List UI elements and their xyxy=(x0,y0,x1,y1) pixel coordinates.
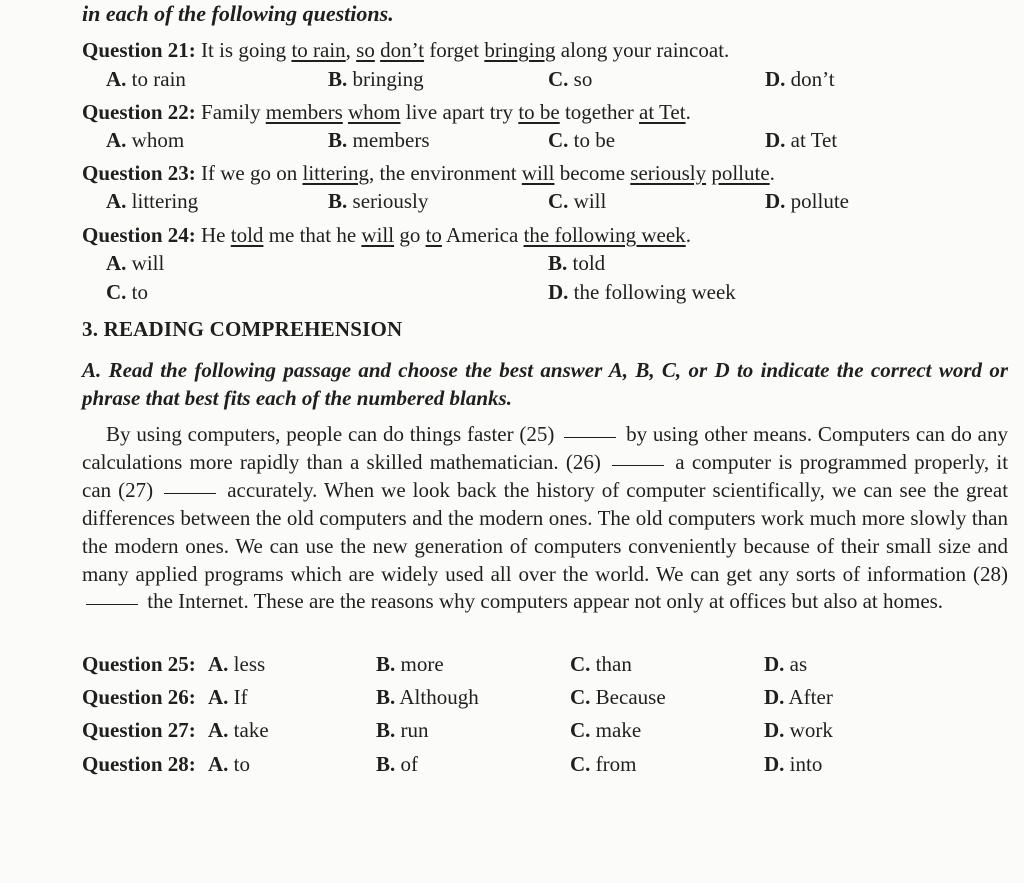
q24-option-b[interactable]: B. told xyxy=(548,251,606,275)
q23-option-c[interactable]: C. will xyxy=(548,189,607,213)
q21-option-c[interactable]: C. so xyxy=(548,67,593,91)
passage-text: the Internet. These are the reasons why computers appear not only at offices but also at homes. xyxy=(147,589,944,614)
stem-text: Family xyxy=(201,100,266,124)
q23-option-b[interactable]: B. seriously xyxy=(328,189,429,213)
q22-option-c[interactable]: C. to be xyxy=(548,128,616,152)
passage-text: By using computers, people can do things faster (25) xyxy=(106,422,555,446)
underlined-part: to rain xyxy=(291,38,346,62)
stem-text: go xyxy=(394,223,426,247)
question-label: Question 24: xyxy=(82,223,196,247)
stem-text: forget xyxy=(424,38,485,62)
stem-text: . xyxy=(685,100,691,124)
q22-option-a[interactable]: A. whom xyxy=(106,128,185,152)
stem-text: He xyxy=(201,223,231,247)
question-label: Question 23: xyxy=(82,161,196,185)
question-label: Question 21: xyxy=(82,38,196,62)
underlined-part: to xyxy=(425,223,442,247)
stem-text: become xyxy=(554,161,631,185)
underlined-part: members xyxy=(265,100,343,124)
stem-text: , the environment xyxy=(369,161,522,185)
stem-text: along your raincoat. xyxy=(555,38,730,62)
question-24-stem xyxy=(82,223,691,247)
reading-instruction: A. Read the following passage and choose the best answer A, B, C, or D to indicate the correct word or phrase that best fits each of the numbered blanks. xyxy=(82,358,1008,410)
q22-option-b[interactable]: B. members xyxy=(328,128,430,152)
q24-option-c[interactable]: C. to xyxy=(106,280,149,304)
q28-option-b[interactable]: B. of xyxy=(376,752,419,776)
question-27-label: Question 27: xyxy=(82,718,196,742)
underlined-part: whom xyxy=(348,100,401,124)
blank-26[interactable] xyxy=(612,464,664,466)
q22-option-d[interactable]: D. at Tet xyxy=(765,128,838,152)
section-title: 3. READING COMPREHENSION xyxy=(82,317,403,341)
q21-option-a[interactable]: A. to rain xyxy=(106,67,186,91)
q26-option-a[interactable]: A. If xyxy=(208,685,248,709)
q26-option-b[interactable]: B. Although xyxy=(376,685,479,709)
blank-27[interactable] xyxy=(164,492,216,494)
stem-text: together xyxy=(559,100,640,124)
stem-text: . xyxy=(685,223,691,247)
stem-text: , xyxy=(345,38,357,62)
q23-option-d[interactable]: D. pollute xyxy=(765,189,849,213)
underlined-part: at Tet xyxy=(639,100,686,124)
question-22-stem xyxy=(82,100,691,124)
question-28-label: Question 28: xyxy=(82,752,196,776)
question-label: Question 22: xyxy=(82,100,196,124)
header-instruction: in each of the following questions. xyxy=(82,1,394,26)
q26-option-c[interactable]: C. Because xyxy=(570,685,666,709)
question-23-stem xyxy=(82,161,775,185)
q26-option-d[interactable]: D. After xyxy=(764,685,833,709)
q21-option-d[interactable]: D. don’t xyxy=(765,67,835,91)
passage-text: by using other means. Computers can do any calculations more rapidly than a skilled mathematician. (26) xyxy=(82,422,1008,474)
stem-text: me that he xyxy=(263,223,362,247)
underlined-part: pollute xyxy=(711,161,770,185)
underlined-part: will xyxy=(361,223,395,247)
underlined-part: littering xyxy=(302,161,369,185)
blank-28[interactable] xyxy=(86,603,138,605)
q24-option-a[interactable]: A. will xyxy=(106,251,165,275)
stem-text: America xyxy=(441,223,524,247)
stem-text: . xyxy=(769,161,775,185)
q28-option-a[interactable]: A. to xyxy=(208,752,251,776)
underlined-part: told xyxy=(230,223,264,247)
underlined-part: bringing xyxy=(484,38,556,62)
underlined-part: the following week xyxy=(523,223,686,247)
q25-option-c[interactable]: C. than xyxy=(570,652,632,676)
question-25-label: Question 25: xyxy=(82,652,196,676)
stem-text: It is going xyxy=(201,38,292,62)
q28-option-c[interactable]: C. from xyxy=(570,752,637,776)
blank-25[interactable] xyxy=(564,436,616,438)
q27-option-b[interactable]: B. run xyxy=(376,718,429,742)
stem-text: If we go on xyxy=(201,161,303,185)
q27-option-d[interactable]: D. work xyxy=(764,718,833,742)
q25-option-a[interactable]: A. less xyxy=(208,652,266,676)
reading-passage xyxy=(82,421,1008,616)
q25-option-b[interactable]: B. more xyxy=(376,652,444,676)
stem-text: live apart try xyxy=(400,100,519,124)
question-26-label: Question 26: xyxy=(82,685,196,709)
underlined-part: will xyxy=(521,161,555,185)
passage-text: accurately. When we look back the history of computer scientifically, we can see the great differences between the old computers and the modern ones. The old computers work much more slowly than the modern ones. We can use the new generation of computers conveniently because of their small size and many applied programs which are widely used all over the world. We can get any sorts of information (28) xyxy=(82,477,1009,586)
underlined-part: so xyxy=(356,38,375,62)
q23-option-a[interactable]: A. littering xyxy=(106,189,199,213)
q25-option-d[interactable]: D. as xyxy=(764,652,808,676)
underlined-part: seriously xyxy=(630,161,707,185)
question-21-stem xyxy=(82,38,729,62)
q24-option-d[interactable]: D. the following week xyxy=(548,280,736,304)
passage-text: a computer is programmed properly, it can (27) xyxy=(82,449,1009,502)
q21-option-b[interactable]: B. bringing xyxy=(328,67,424,91)
underlined-part: don’t xyxy=(380,38,425,62)
underlined-part: to be xyxy=(518,100,560,124)
q28-option-d[interactable]: D. into xyxy=(764,752,823,776)
q27-option-a[interactable]: A. take xyxy=(208,718,269,742)
q27-option-c[interactable]: C. make xyxy=(570,718,642,742)
